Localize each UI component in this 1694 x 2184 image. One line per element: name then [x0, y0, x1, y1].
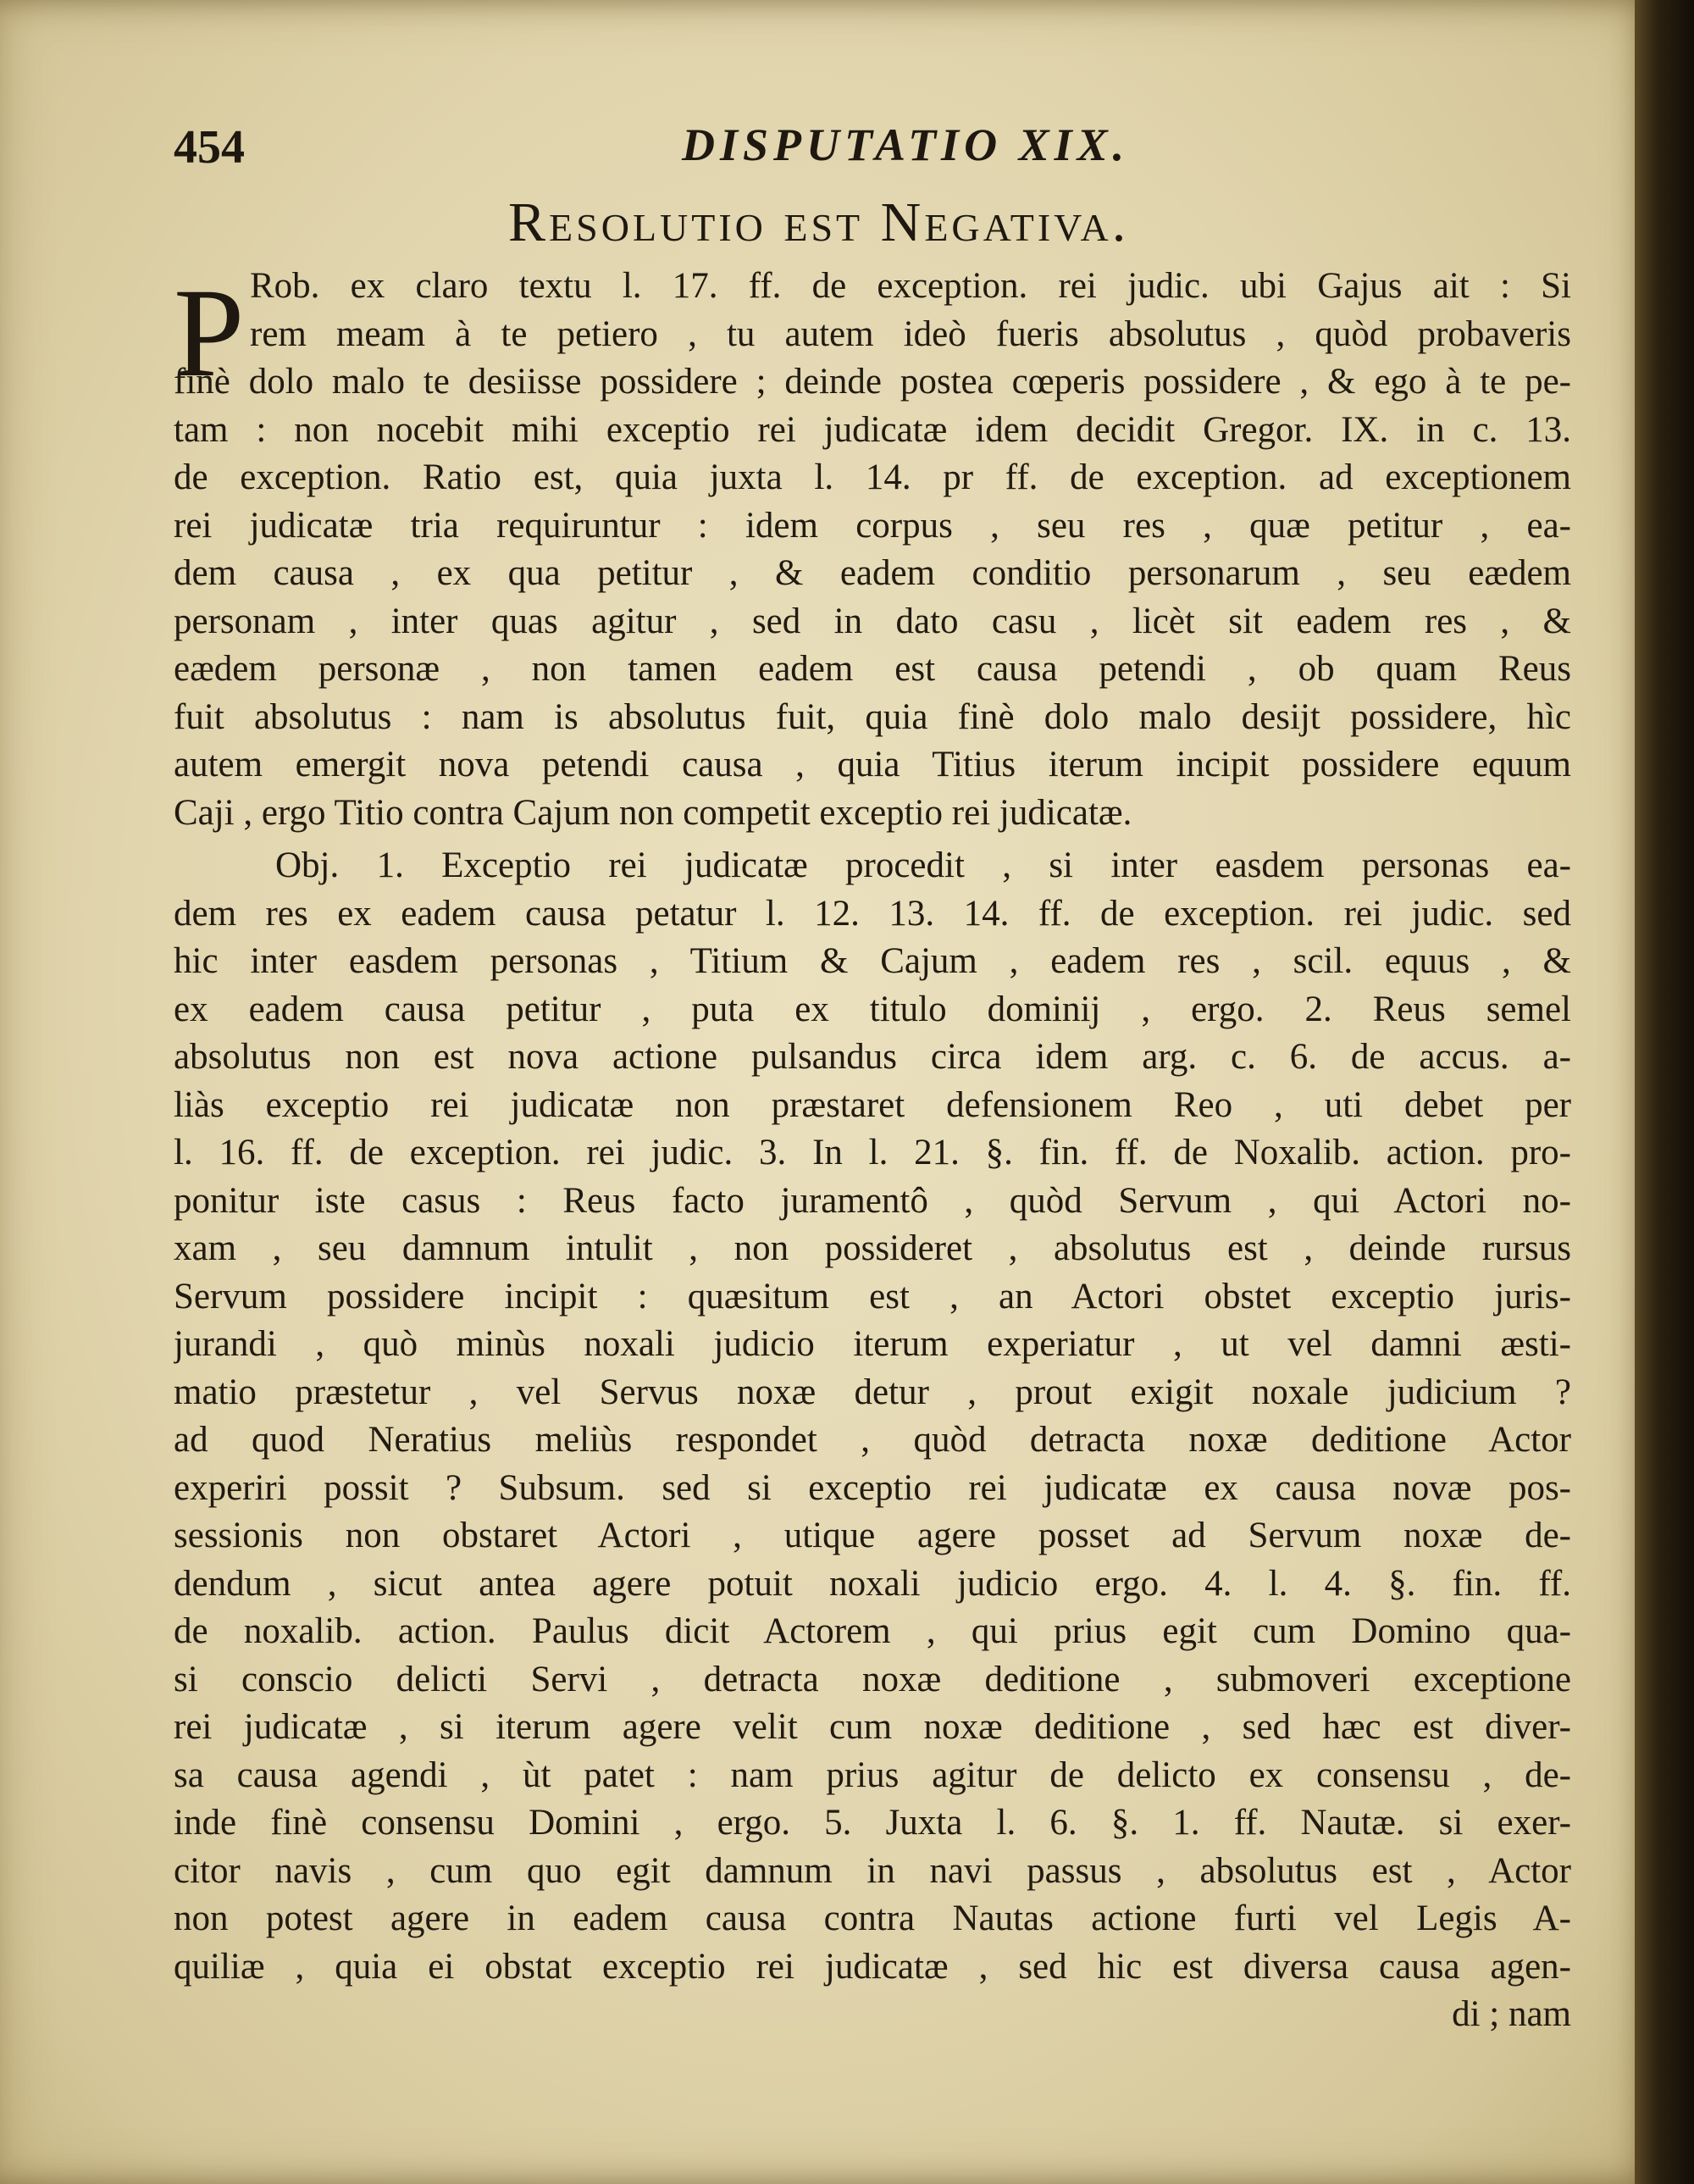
- text-line: experiri possit ? Subsum. sed si exceptio rei judicatæ ex causa novæ pos-: [174, 1467, 1571, 1508]
- text-line: absolutus non est nova actione pulsandus circa idem arg. c. 6. de accus. a-: [174, 1037, 1571, 1077]
- text-line: xam , seu damnum intulit , non possideret , absolutus est , deinde rursus: [174, 1228, 1571, 1268]
- drop-cap: P: [174, 263, 245, 403]
- paragraph-2: [174, 842, 1571, 1991]
- text-line: rei judicatæ tria requiruntur : idem corpus , seu res , quæ petitur , ea-: [174, 505, 1571, 546]
- text-line: Servum possidere incipit : quæsitum est , an Actori obstet exceptio juris-: [174, 1276, 1571, 1316]
- text-line: eædem personæ , non tamen eadem est causa petendi , ob quam Reus: [174, 649, 1571, 689]
- text-line: rem meam à te petiero , tu autem ideò fueris absolutus , quòd probaveris: [250, 313, 1571, 354]
- text-line: rei judicatæ , si iterum agere velit cum noxæ deditione , sed hæc est diver-: [174, 1707, 1571, 1747]
- text-line: dem res ex eadem causa petatur l. 12. 13. 14. ff. de exception. rei judic. sed: [174, 893, 1571, 934]
- text-line: dem causa , ex qua petitur , & eadem conditio personarum , seu eædem: [174, 553, 1571, 593]
- page-header: [174, 119, 1529, 186]
- text-line: non potest agere in eadem causa contra Nautas actione furti vel Legis A-: [174, 1899, 1571, 1938]
- page-number: 454: [174, 121, 245, 174]
- text-line: sessionis non obstaret Actori , utique agere posset ad Servum noxæ de-: [174, 1516, 1571, 1555]
- body-text: [174, 263, 1571, 2039]
- text-line: l. 16. ff. de exception. rei judic. 3. In l. 21. §. fin. ff. de Noxalib. action. pro-: [174, 1133, 1571, 1172]
- running-title: DISPUTATIO XIX.: [682, 119, 1130, 170]
- text-line: hic inter easdem personas , Titium & Cajum , eadem res , scil. equus , &: [174, 941, 1571, 981]
- text-line: finè dolo malo te desiisse possidere ; deinde postea cœperis possidere , & ego à te pe-: [174, 362, 1571, 402]
- text-line: ponitur iste casus : Reus facto juramentô , quòd Servum , qui Actori no-: [174, 1180, 1571, 1221]
- text-line: de exception. Ratio est, quia juxta l. 14. pr ff. de exception. ad exceptionem: [174, 457, 1571, 497]
- text-line: Caji , ergo Titio contra Cajum non competit exceptio rei judicatæ.: [174, 792, 1132, 833]
- text-line: jurandi , quò minùs noxali judicio iterum experiatur , ut vel damni æsti-: [174, 1324, 1571, 1364]
- text-line: de noxalib. action. Paulus dicit Actorem , qui prius egit cum Domino qua-: [174, 1611, 1571, 1651]
- text-line: autem emergit nova petendi causa , quia Titius iterum incipit possidere equum: [174, 745, 1571, 784]
- text-line: quiliæ , quia ei obstat exceptio rei judicatæ , sed hic est diversa causa agen-: [174, 1946, 1571, 1987]
- text-line: Rob. ex claro textu l. 17. ff. de exception. rei judic. ubi Gajus ait : Si: [250, 266, 1571, 306]
- text-line: personam , inter quas agitur , sed in dato casu , licèt sit eadem res , &: [174, 601, 1571, 641]
- book-spine-shadow: [1635, 0, 1694, 2184]
- text-line: sa causa agendi , ùt patet : nam prius agitur de delicto ex consensu , de-: [174, 1754, 1571, 1795]
- text-line: dendum , sicut antea agere potuit noxali judicio ergo. 4. l. 4. §. fin. ff.: [174, 1563, 1571, 1604]
- text-line: liàs exceptio rei judicatæ non præstaret defensionem Reo , uti debet per: [174, 1084, 1571, 1125]
- text-line: ad quod Neratius meliùs respondet , quòd detracta noxæ deditione Actor: [174, 1420, 1571, 1460]
- text-line: matio præstetur , vel Servus noxæ detur , prout exigit noxale judicium ?: [174, 1372, 1571, 1412]
- text-line: inde finè consensu Domini , ergo. 5. Juxta l. 6. §. 1. ff. Nautæ. si exer-: [174, 1803, 1571, 1843]
- text-line: fuit absolutus : nam is absolutus fuit, quia finè dolo malo desijt possidere, hìc: [174, 696, 1571, 737]
- text-line: si conscio delicti Servi , detracta noxæ deditione , submoveri exceptione: [174, 1659, 1571, 1699]
- text-line: tam : non nocebit mihi exceptio rei judicatæ idem decidit Gregor. IX. in c. 13.: [174, 409, 1571, 450]
- text-line: ex eadem causa petitur , puta ex titulo dominij , ergo. 2. Reus semel: [174, 989, 1571, 1029]
- text-line: citor navis , cum quo egit damnum in navi passus , absolutus est , Actor: [174, 1850, 1571, 1891]
- text-line: Obj. 1. Exceptio rei judicatæ procedit , si inter easdem personas ea-: [275, 845, 1571, 885]
- paragraph-1: [174, 263, 1571, 837]
- section-title: Resolutio est Negativa.: [508, 191, 1130, 253]
- catchword: di ; nam: [1452, 1994, 1571, 2034]
